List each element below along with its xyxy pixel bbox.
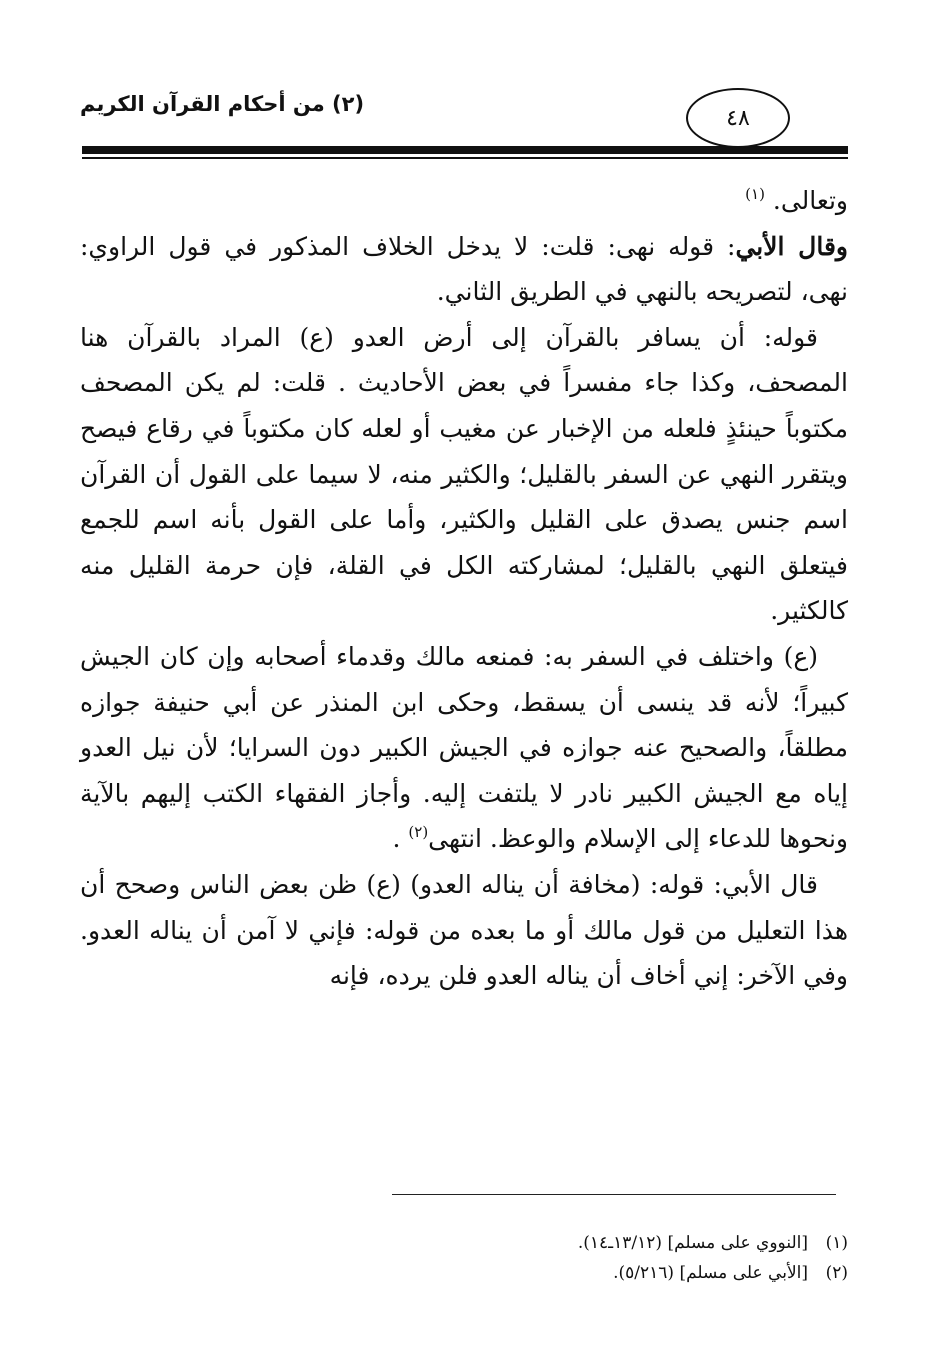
paragraph-3: قوله: أن يسافر بالقرآن إلى أرض العدو (ع) المراد بالقرآن هنا المصحف، وكذا جاء مفسراً في بعض الأحاديث . قلت: لم يكن المصحف مكتوباً حينئذٍ فلعله من الإخبار عن مغيب أو لعله كان مكتوباً في رقاع فيصح ويتقرر النهي عن السفر بالقليل؛ والكثير منه، لا سيما على القول أن القرآن اسم جنس يصدق على القليل والكثير، وأما على القول بأنه اسم للجمع فيتعلق النهي بالقليل؛ لمشاركته الكل في القلة، فإن حرمة القليل منه كالكثير. (80, 322, 848, 626)
paragraph-4-end: . (392, 824, 409, 854)
footnote-number: (٢) (825, 1263, 848, 1283)
footnote-item (300, 1258, 848, 1288)
footnote-ref-1[interactable]: (١) (745, 185, 765, 203)
paragraph-2-text: : قوله نهى: قلت: لا يدخل الخلاف المذكور في قول الراوي: نهى، لتصريحه بالنهي في الطريق الثاني. (80, 231, 848, 307)
footnotes (300, 1228, 848, 1288)
header-rule-thin (82, 157, 848, 159)
footnote-separator (392, 1194, 836, 1195)
paragraph-4-text: (ع) واختلف في السفر به: فمنعه مالك وقدماء أصحابه وإن كان الجيش كبيراً؛ لأنه قد ينسى أن يسقط، وحكى ابن المنذر عن أبي حنيفة جوازه مطلقاً، والصحيح عنه جوازه في الجيش الكبير دون السرايا؛ لأن نيل العدو إياه مع الجيش الكبير نادر لا يلتفت إليه. وأجاز الفقهاء الكتب إليهم بالآية ونحوها للدعاء إلى الإسلام والوعظ. انتهى (80, 641, 848, 854)
paragraph-1 (80, 178, 848, 224)
speaker-label: وقال الأبي (735, 231, 848, 261)
page-number: ٤٨ (726, 105, 750, 131)
running-header-title: (٢) من أحكام القرآن الكريم (80, 92, 365, 116)
paragraph-1-text: وتعالى. (764, 186, 848, 215)
paragraph-4 (80, 634, 848, 862)
footnote-item (300, 1228, 848, 1258)
footnote-text: [الأبي على مسلم] (٥/٢١٦). (613, 1263, 808, 1283)
paragraph-5: قال الأبي: قوله: (مخافة أن يناله العدو) (ع) ظن بعض الناس وصحح أن هذا التعليل من قول مالك أو ما بعده من قوله: فإني لا آمن أن يناله العدو. وفي الآخر: إني أخاف أن يناله العدو فلن يرده، فإنه (80, 869, 848, 991)
footnote-number: (١) (825, 1233, 848, 1253)
footnote-ref-2[interactable]: (٢) (408, 823, 429, 842)
body-text (80, 178, 848, 999)
page-number-oval (686, 88, 790, 148)
footnote-text: [النووي على مسلم] (١٣/١٢ـ١٤). (577, 1233, 808, 1253)
paragraph-2 (80, 224, 848, 315)
